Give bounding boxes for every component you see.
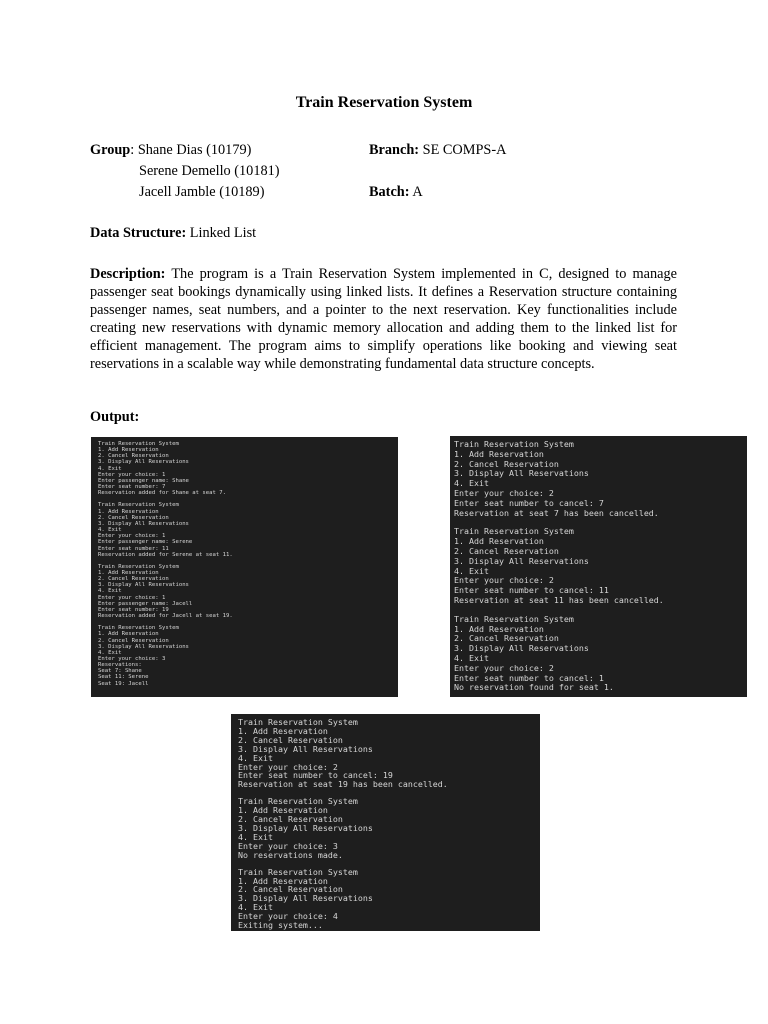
group-member-3: Jacell Jamble (10189) (139, 184, 265, 200)
terminal-line: Enter seat number to cancel: 1 (454, 672, 604, 683)
output-label: Output: (90, 409, 140, 425)
terminal-line: 3. Display All Reservations (454, 468, 589, 479)
terminal-line: 2. Cancel Reservation (98, 453, 169, 460)
terminal-line: Enter your choice: 1 (98, 594, 166, 601)
terminal-line: 1. Add Reservation (98, 508, 159, 515)
terminal-line: 1. Add Reservation (98, 631, 159, 638)
terminal-line: Train Reservation System (98, 563, 179, 570)
terminal-line: 2. Cancel Reservation (98, 514, 169, 521)
group-label: Group (90, 142, 131, 158)
terminal-line: 3. Display All Reservations (238, 743, 373, 754)
terminal-line: Train Reservation System (454, 526, 574, 537)
terminal-line: 2. Cancel Reservation (98, 637, 169, 644)
terminal-line: 3. Display All Reservations (98, 643, 189, 650)
batch-value: A (412, 184, 423, 200)
terminal-line: Enter your choice: 3 (98, 656, 166, 662)
terminal-line: 2. Cancel Reservation (98, 576, 169, 583)
document-title: Train Reservation System (295, 94, 473, 111)
terminal-line: 4. Exit (98, 588, 122, 595)
terminal-line: Enter your choice: 3 (238, 840, 338, 851)
data-structure-line (90, 223, 256, 243)
terminal-line: Enter your choice: 4 (238, 911, 338, 922)
branch-value: SE COMPS-A (422, 142, 507, 158)
data-structure-value: Linked List (189, 225, 257, 241)
group-line (90, 140, 251, 160)
terminal-line: 1. Add Reservation (454, 623, 544, 634)
terminal-line: 3. Display All Reservations (98, 582, 189, 589)
branch-label: Branch: (369, 142, 420, 158)
terminal-line: 1. Add Reservation (98, 447, 159, 454)
terminal-line: Reservation added for Jacell at seat 19. (98, 613, 233, 620)
terminal-line: 4. Exit (238, 831, 273, 842)
terminal-line: Reservation at seat 19 has been cancelled. (238, 779, 448, 790)
terminal-line: Enter your choice: 1 (98, 471, 166, 478)
terminal-line: 1. Add Reservation (454, 448, 544, 459)
branch-line (369, 140, 506, 160)
terminal-line: Enter passenger name: Jacell (98, 600, 193, 607)
batch-line (369, 182, 423, 202)
terminal-line: 2. Cancel Reservation (238, 814, 343, 825)
terminal-line: Train Reservation System (454, 439, 574, 449)
terminal-line: 4. Exit (98, 527, 122, 534)
description-text: The program is a Train Reservation System implemented in C, designed to manage passenger seat bookings dynamically using linked lists. It defines a Reservation structure containing passenger names, seat numbers, and a pointer to the next reservation. Key functionalities include creating new reservations with dynamic memory allocation and adding them to the linked list for efficient management. The program aims to simplify operations like booking and viewing seat reservations in a scalable way while demonstrating fundamental data structure concepts. (90, 266, 677, 372)
terminal-line: 3. Display All Reservations (238, 893, 373, 904)
terminal-line: Reservation at seat 7 has been cancelled. (454, 507, 659, 518)
terminal-line: Train Reservation System (98, 625, 179, 632)
terminal-line: Enter your choice: 2 (454, 575, 554, 586)
terminal-line: 4. Exit (238, 752, 273, 763)
terminal-line: 1. Add Reservation (98, 569, 159, 576)
terminal-line: Enter seat number to cancel: 19 (238, 770, 393, 781)
terminal-line: Enter passenger name: Serene (98, 539, 193, 546)
terminal-line: Reservation added for Serene at seat 11. (98, 551, 233, 558)
terminal-line: 3. Display All Reservations (454, 643, 589, 654)
terminal-line: 1. Add Reservation (238, 875, 328, 886)
terminal-line: Enter seat number to cancel: 7 (454, 497, 604, 508)
terminal-line: Enter seat number: 19 (98, 606, 169, 613)
terminal-line: Seat 19: Jacell (98, 680, 149, 687)
terminal-line: Enter seat number: 11 (98, 545, 169, 552)
description-label: Description: (90, 266, 166, 282)
group-member-1: Shane Dias (10179) (137, 142, 252, 158)
terminal-line: No reservations made. (238, 849, 343, 860)
terminal-line: Enter your choice: 2 (454, 487, 554, 498)
batch-label: Batch: (369, 184, 410, 200)
terminal-line: 4. Exit (454, 652, 489, 663)
terminal-line: 4. Exit (98, 649, 122, 656)
terminal-line: 1. Add Reservation (454, 536, 544, 547)
group-colon: : (130, 142, 138, 158)
group-member-2: Serene Demello (10181) (139, 163, 280, 179)
terminal-line: 3. Display All Reservations (454, 555, 589, 566)
terminal-line: 2. Cancel Reservation (238, 884, 343, 895)
terminal-line: 2. Cancel Reservation (454, 633, 559, 644)
terminal-line: 3. Display All Reservations (98, 520, 189, 527)
terminal-line: Enter seat number: 7 (98, 484, 166, 491)
terminal-line: 1. Add Reservation (238, 725, 328, 736)
description-paragraph (90, 265, 677, 373)
terminal-line: No reservation found for seat 1. (454, 682, 614, 693)
terminal-line: Train Reservation System (98, 502, 179, 509)
terminal-line: Train Reservation System (238, 866, 358, 877)
terminal-line: 4. Exit (454, 565, 489, 576)
terminal-line: Enter your choice: 2 (454, 662, 554, 673)
terminal-line: Train Reservation System (98, 441, 179, 447)
terminal-line: 2. Cancel Reservation (454, 458, 559, 469)
terminal-line: 4. Exit (454, 478, 489, 489)
terminal-line: 1. Add Reservation (238, 805, 328, 816)
terminal-line: Train Reservation System (238, 796, 358, 807)
terminal-line: Reservation added for Shane at seat 7. (98, 490, 226, 497)
terminal-line: Enter your choice: 1 (98, 533, 166, 540)
terminal-line: 3. Display All Reservations (98, 459, 189, 466)
terminal-line: Exiting system... (238, 920, 323, 931)
terminal-line: 2. Cancel Reservation (238, 734, 343, 745)
terminal-line: Seat 11: Serene (98, 674, 149, 681)
terminal-line: 3. Display All Reservations (238, 822, 373, 833)
terminal-screenshot-display-and-exit (231, 714, 540, 931)
data-structure-label: Data Structure: (90, 225, 187, 241)
terminal-line: Seat 7: Shane (98, 668, 142, 675)
terminal-line: 4. Exit (98, 465, 122, 472)
terminal-screenshot-add-reservations (91, 437, 398, 697)
terminal-line: 2. Cancel Reservation (454, 545, 559, 556)
terminal-line: Enter your choice: 2 (238, 761, 338, 772)
terminal-line: Train Reservation System (454, 613, 574, 624)
terminal-line: Reservations: (98, 662, 142, 669)
terminal-line: Train Reservation System (238, 717, 358, 727)
terminal-line: Enter seat number to cancel: 11 (454, 585, 609, 596)
terminal-line: Reservation at seat 11 has been cancelled. (454, 594, 664, 605)
terminal-screenshot-cancel-reservations (450, 436, 747, 697)
terminal-line: Enter passenger name: Shane (98, 477, 189, 484)
terminal-line: 4. Exit (238, 902, 273, 913)
